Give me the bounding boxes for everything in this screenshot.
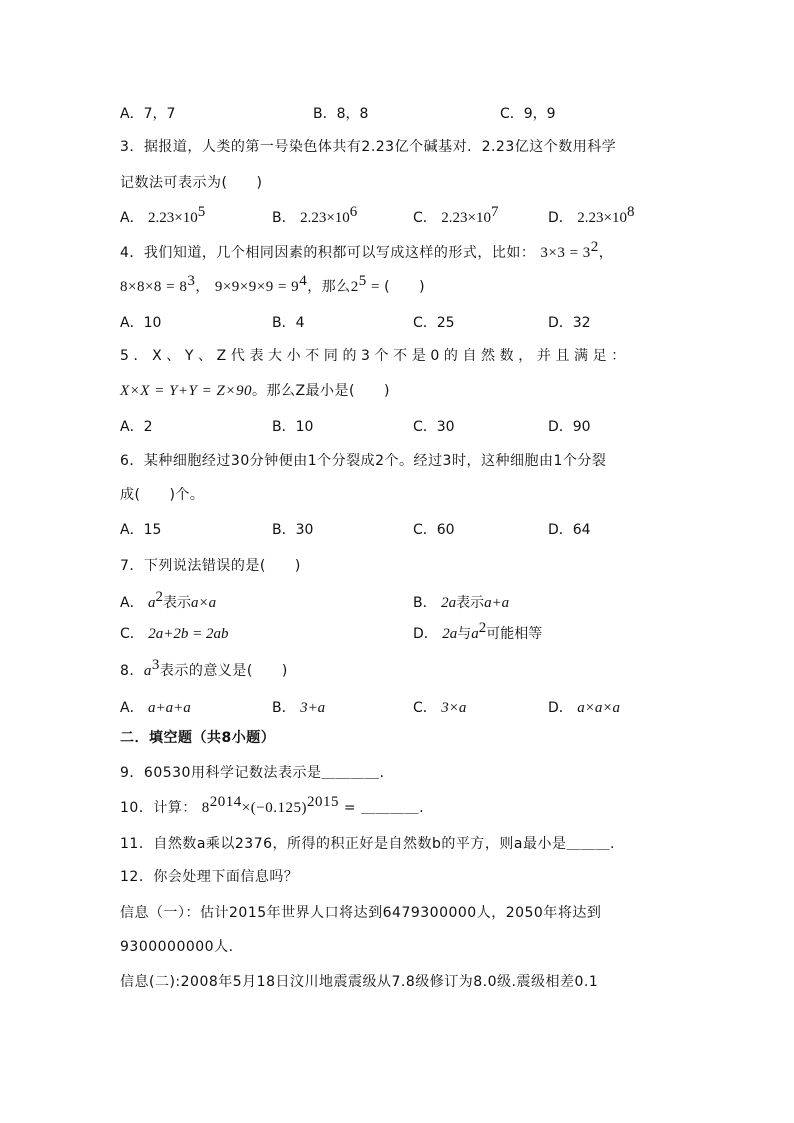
q6-option-c: C．60: [413, 522, 455, 538]
q2-option-b: B．8，8: [313, 106, 369, 122]
q2-option-a: A．7，7: [120, 106, 176, 122]
q4-stem-line2: $8\times 8\times 8 = 8^3$， $9\times 9\times 9\times 9 = 9^4$，那么$2^5$ = ( ): [120, 273, 426, 295]
q6-option-a: A．15: [120, 522, 162, 538]
q4-option-b: B．4: [272, 315, 305, 331]
q5-stem-line2: X×X = Y+Y = Z×90。那么Z最小是( ): [120, 383, 390, 399]
q4-option-c: C．25: [413, 315, 455, 331]
info2-line1: 信息(二):2008年5月18日汶川地震震级从7.8级修订为8.0级.震级相差0.1: [120, 974, 599, 990]
q6-option-b: B．30: [272, 522, 314, 538]
q5-option-d: D．90: [548, 419, 591, 435]
q5-option-a: A．2: [120, 419, 153, 435]
q7-stem: 7．下列说法错误的是( ): [120, 558, 301, 574]
q8-option-a: A． a+a+a: [120, 700, 191, 716]
info1-line2: 9300000000人.: [120, 939, 234, 955]
q8-option-c: C． 3×a: [413, 700, 467, 716]
q9-stem: 9．60530用科学记数法表示是＿＿＿＿.: [120, 765, 385, 781]
q12-stem: 12．你会处理下面信息吗？: [120, 869, 299, 885]
q3-stem-line2: 记数法可表示为( ): [120, 175, 263, 191]
q11-stem: 11．自然数a乘以2376，所得的积正好是自然数b的平方，则a最小是＿＿＿.: [120, 836, 615, 852]
q3-option-b: B． $2.23\times 10^6$: [272, 204, 358, 226]
q7-option-a: A． $a^2$表示a×a: [120, 589, 217, 611]
section-heading-fill-in: 二．填空题（共8小题）: [120, 730, 276, 746]
q5-option-b: B．10: [272, 419, 314, 435]
q8-option-d: D． a×a×a: [548, 700, 620, 716]
q5-stem-line1: 5．X、Y、Z代表大小不同的3个不是0的自然数，并且满足：: [120, 348, 630, 364]
q3-stem-line1: 3．据报道，人类的第一号染色体共有2.23亿个碱基对．2.23亿这个数用科学: [120, 139, 617, 155]
q6-option-d: D．64: [548, 522, 591, 538]
q4-option-d: D．32: [548, 315, 591, 331]
q7-option-b: B． 2a表示a+a: [413, 595, 510, 611]
q10-stem: 10．计算： $8^{2014}\times(-0.125)^{2015}$ = ＿＿＿＿.: [120, 794, 425, 816]
info1-line1: 信息（一）：估计2015年世界人口将达到6479300000人，2050年将达到: [120, 905, 602, 921]
q8-stem: 8．$a^3$表示的意义是( ): [120, 657, 288, 679]
q4-stem-line1: 4．我们知道，几个相同因素的积都可以写成这样的形式，比如： $3\times 3 = 3^2$，: [120, 239, 614, 261]
q4-option-a: A．10: [120, 315, 162, 331]
q7-option-c: C． 2a+2b = 2ab: [120, 626, 229, 642]
q3-option-d: D． $2.23\times 10^8$: [548, 204, 635, 226]
q8-option-b: B． 3+a: [272, 700, 326, 716]
q7-option-d: D． 2a与$a^2$可能相等: [413, 620, 543, 642]
q6-stem-line1: 6．某种细胞经过30分钟便由1个分裂成2个。经过3时，这种细胞由1个分裂: [120, 453, 607, 469]
q5-option-c: C．30: [413, 419, 455, 435]
q3-option-a: A． $2.23\times 10^5$: [120, 204, 206, 226]
q3-option-c: C． $2.23\times 10^7$: [413, 204, 499, 226]
q2-option-c: C．9，9: [500, 106, 556, 122]
q6-stem-line2: 成( )个。: [120, 487, 205, 503]
